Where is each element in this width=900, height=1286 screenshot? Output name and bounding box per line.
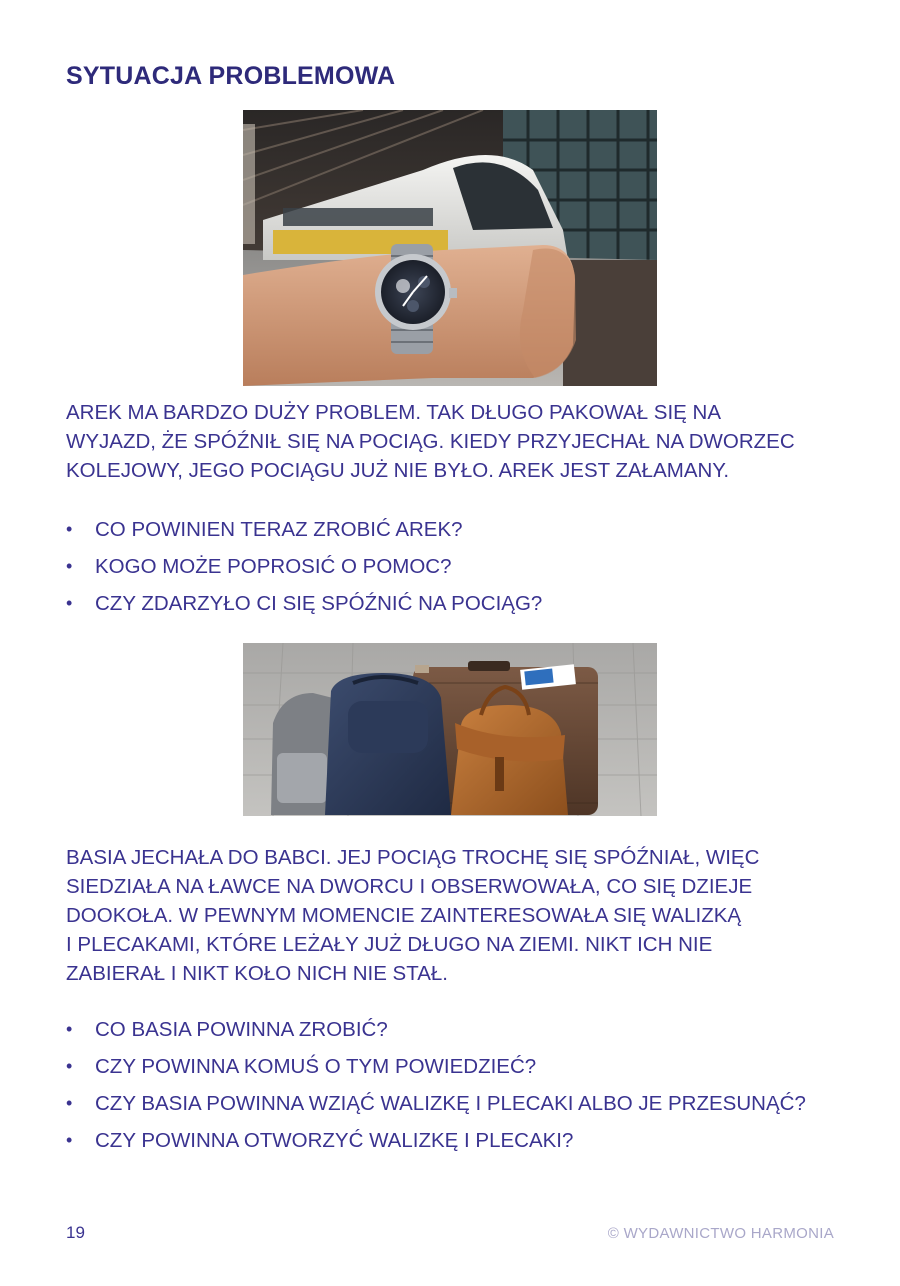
question-text: CO BASIA POWINNA ZROBIĆ? [95, 1017, 388, 1041]
bullet-icon: • [66, 1056, 73, 1076]
bullet-icon: • [66, 519, 73, 539]
bullet-icon: • [66, 1130, 73, 1150]
bullet-icon: • [66, 556, 73, 576]
bullet-icon: • [66, 1093, 73, 1113]
question-item [66, 1011, 806, 1048]
situation-1-questions [66, 511, 542, 622]
paragraph-line: DOOKOŁA. W PEWNYM MOMENCIE ZAINTERESOWAŁA SIĘ WALIZKĄ [66, 904, 742, 927]
paragraph-line: BASIA JECHAŁA DO BABCI. JEJ POCIĄG TROCHĘ SIĘ SPÓŹNIAŁ, WIĘC [66, 846, 760, 869]
paragraph-line: SIEDZIAŁA NA ŁAWCE NA DWORCU I OBSERWOWAŁA, CO SIĘ DZIEJE [66, 875, 753, 898]
photo-watch-train-station [243, 110, 657, 386]
paragraph-line: AREK MA BARDZO DUŻY PROBLEM. TAK DŁUGO PAKOWAŁ SIĘ NA [66, 401, 722, 424]
page-title: SYTUACJA PROBLEMOWA [66, 62, 396, 90]
question-text: CZY BASIA POWINNA WZIĄĆ WALIZKĘ I PLECAKI ALBO JE PRZESUNĄĆ? [95, 1091, 806, 1115]
page-number: 19 [66, 1223, 85, 1242]
question-item [66, 1085, 806, 1122]
copyright-notice: © WYDAWNICTWO HARMONIA [607, 1225, 834, 1242]
paragraph-line: KOLEJOWY, JEGO POCIĄGU JUŻ NIE BYŁO. AREK JEST ZAŁAMANY. [66, 459, 730, 482]
question-item [66, 511, 542, 548]
question-text: CZY POWINNA KOMUŚ O TYM POWIEDZIEĆ? [95, 1054, 537, 1078]
paragraph-line: WYJAZD, ŻE SPÓŹNIŁ SIĘ NA POCIĄG. KIEDY PRZYJECHAŁ NA DWORZEC [66, 430, 795, 453]
question-text: CO POWINIEN TERAZ ZROBIĆ AREK? [95, 517, 463, 541]
paragraph-line: I PLECAKAMI, KTÓRE LEŻAŁY JUŻ DŁUGO NA ZIEMI. NIKT ICH NIE [66, 933, 713, 956]
situation-2-paragraph [66, 843, 856, 988]
situation-1-paragraph [66, 398, 856, 485]
question-item [66, 548, 542, 585]
question-text: CZY POWINNA OTWORZYĆ WALIZKĘ I PLECAKI? [95, 1128, 574, 1152]
question-item [66, 585, 542, 622]
question-text: CZY ZDARZYŁO CI SIĘ SPÓŹNIĆ NA POCIĄG? [95, 591, 543, 615]
question-text: KOGO MOŻE POPROSIĆ O POMOC? [95, 554, 452, 578]
bullet-icon: • [66, 1019, 73, 1039]
photo-abandoned-luggage [243, 643, 657, 816]
bullet-icon: • [66, 593, 73, 613]
situation-2-questions [66, 1011, 806, 1159]
question-item [66, 1122, 806, 1159]
paragraph-line: ZABIERAŁ I NIKT KOŁO NICH NIE STAŁ. [66, 962, 449, 985]
question-item [66, 1048, 806, 1085]
